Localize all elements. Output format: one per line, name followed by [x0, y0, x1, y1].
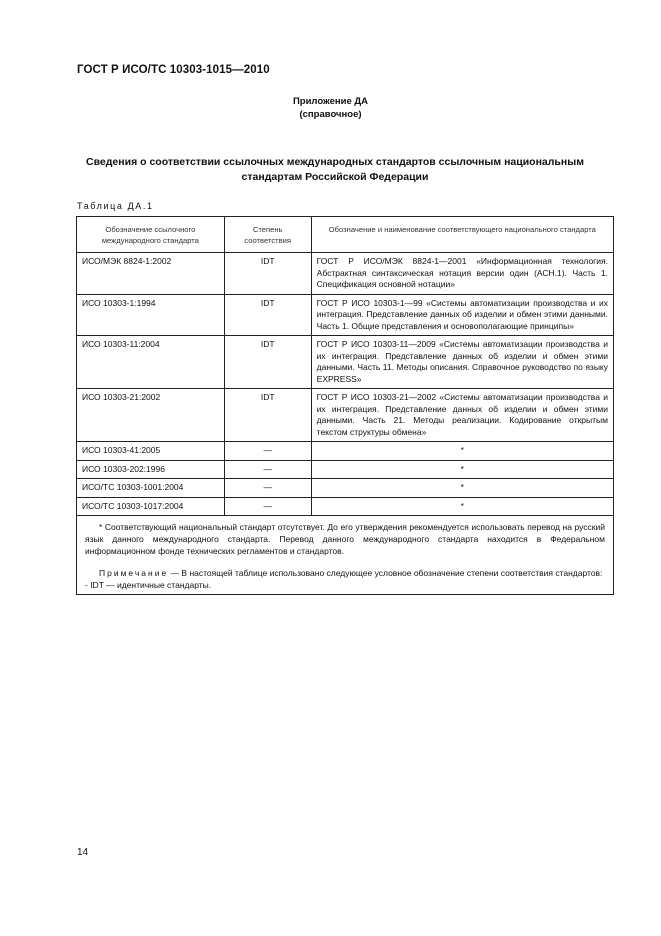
note-label: Примечание [99, 568, 169, 578]
table-row [77, 497, 614, 516]
note [85, 567, 605, 579]
cell-intl: ИСО/МЭК 8824-1:2002 [77, 253, 225, 295]
page-number: 14 [77, 847, 89, 858]
cell-degree: — [224, 479, 311, 498]
cell-degree: IDT [224, 389, 311, 442]
header-national-standard: Обозначение и наименование соответствующего национального стандарта [311, 217, 613, 253]
cell-national: * [311, 442, 613, 461]
table-row [77, 460, 614, 479]
cell-intl: ИСО/ТС 10303-1001:2004 [77, 479, 225, 498]
annex-title: Приложение ДА [292, 96, 369, 107]
note-text: — В настоящей таблице использовано следующее условное обозначение степени соответствия стандартов: [168, 568, 603, 578]
header-intl-standard: Обозначение ссылочного международного стандарта [77, 217, 225, 253]
cell-national: ГОСТ Р ИСО 10303-21—2002 «Системы автоматизации производства и их интеграция. Представление данных об изделии и обмен этими данными. Часть 21. Методы реализации. Кодирование открытым текстом структуры обмена» [311, 389, 613, 442]
legend: - IDT — идентичные стандарты. [85, 580, 212, 590]
table-header-row [77, 217, 614, 253]
cell-intl: ИСО 10303-1:1994 [77, 294, 225, 336]
table-notes-row [77, 516, 614, 595]
cell-degree: IDT [224, 336, 311, 389]
cell-national: ГОСТ Р ИСО/МЭК 8824-1—2001 «Информационная технология. Абстрактная синтаксическая нотация версии один (АСН.1). Часть 1. Спецификация основной нотации» [311, 253, 613, 295]
table-caption: Таблица ДА.1 [77, 201, 154, 211]
cell-degree: — [224, 442, 311, 461]
cell-national: * [311, 479, 613, 498]
table-row [77, 389, 614, 442]
table-row [77, 253, 614, 295]
cell-national: * [311, 497, 613, 516]
section-title: Сведения о соответствии ссылочных международных стандартов ссылочным национальным стандартам Российской Федерации [86, 156, 584, 183]
cell-degree: — [224, 460, 311, 479]
annex-subtitle: (справочное) [299, 109, 362, 120]
footnote: * Соответствующий национальный стандарт отсутствует. До его утверждения рекомендуется использовать перевод на русский язык данного международного стандарта. Перевод данного международного стандарта находится в Федеральном информационном фонде технических регламентов и стандартов. [85, 522, 605, 556]
standard-designation: ГОСТ Р ИСО/ТС 10303-1015—2010 [77, 64, 270, 76]
header-degree: Степень соответствия [224, 217, 311, 253]
cell-intl: ИСО 10303-21:2002 [77, 389, 225, 442]
cell-intl: ИСО 10303-11:2004 [77, 336, 225, 389]
table-notes [77, 516, 614, 595]
cell-intl: ИСО 10303-41:2005 [77, 442, 225, 461]
cell-degree: IDT [224, 294, 311, 336]
cell-national: ГОСТ Р ИСО 10303-1—99 «Системы автоматизации производства и их интеграция. Представление данных об изделии и обмен этими данными. Часть 1. Общие представления и основополагающие принципы» [311, 294, 613, 336]
table-row [77, 294, 614, 336]
cell-intl: ИСО/ТС 10303-1017:2004 [77, 497, 225, 516]
table-row [77, 442, 614, 461]
correspondence-table [76, 216, 614, 595]
cell-national: ГОСТ Р ИСО 10303-11—2009 «Системы автоматизации производства и их интеграция. Представление данных об изделии и обмен этими данными. Часть 11. Методы описания. Справочное руководство по языку EXPRESS» [311, 336, 613, 389]
cell-degree: IDT [224, 253, 311, 295]
table-row [77, 479, 614, 498]
cell-degree: — [224, 497, 311, 516]
cell-intl: ИСО 10303-202:1996 [77, 460, 225, 479]
cell-national: * [311, 460, 613, 479]
annex-heading [0, 95, 661, 121]
table-row [77, 336, 614, 389]
